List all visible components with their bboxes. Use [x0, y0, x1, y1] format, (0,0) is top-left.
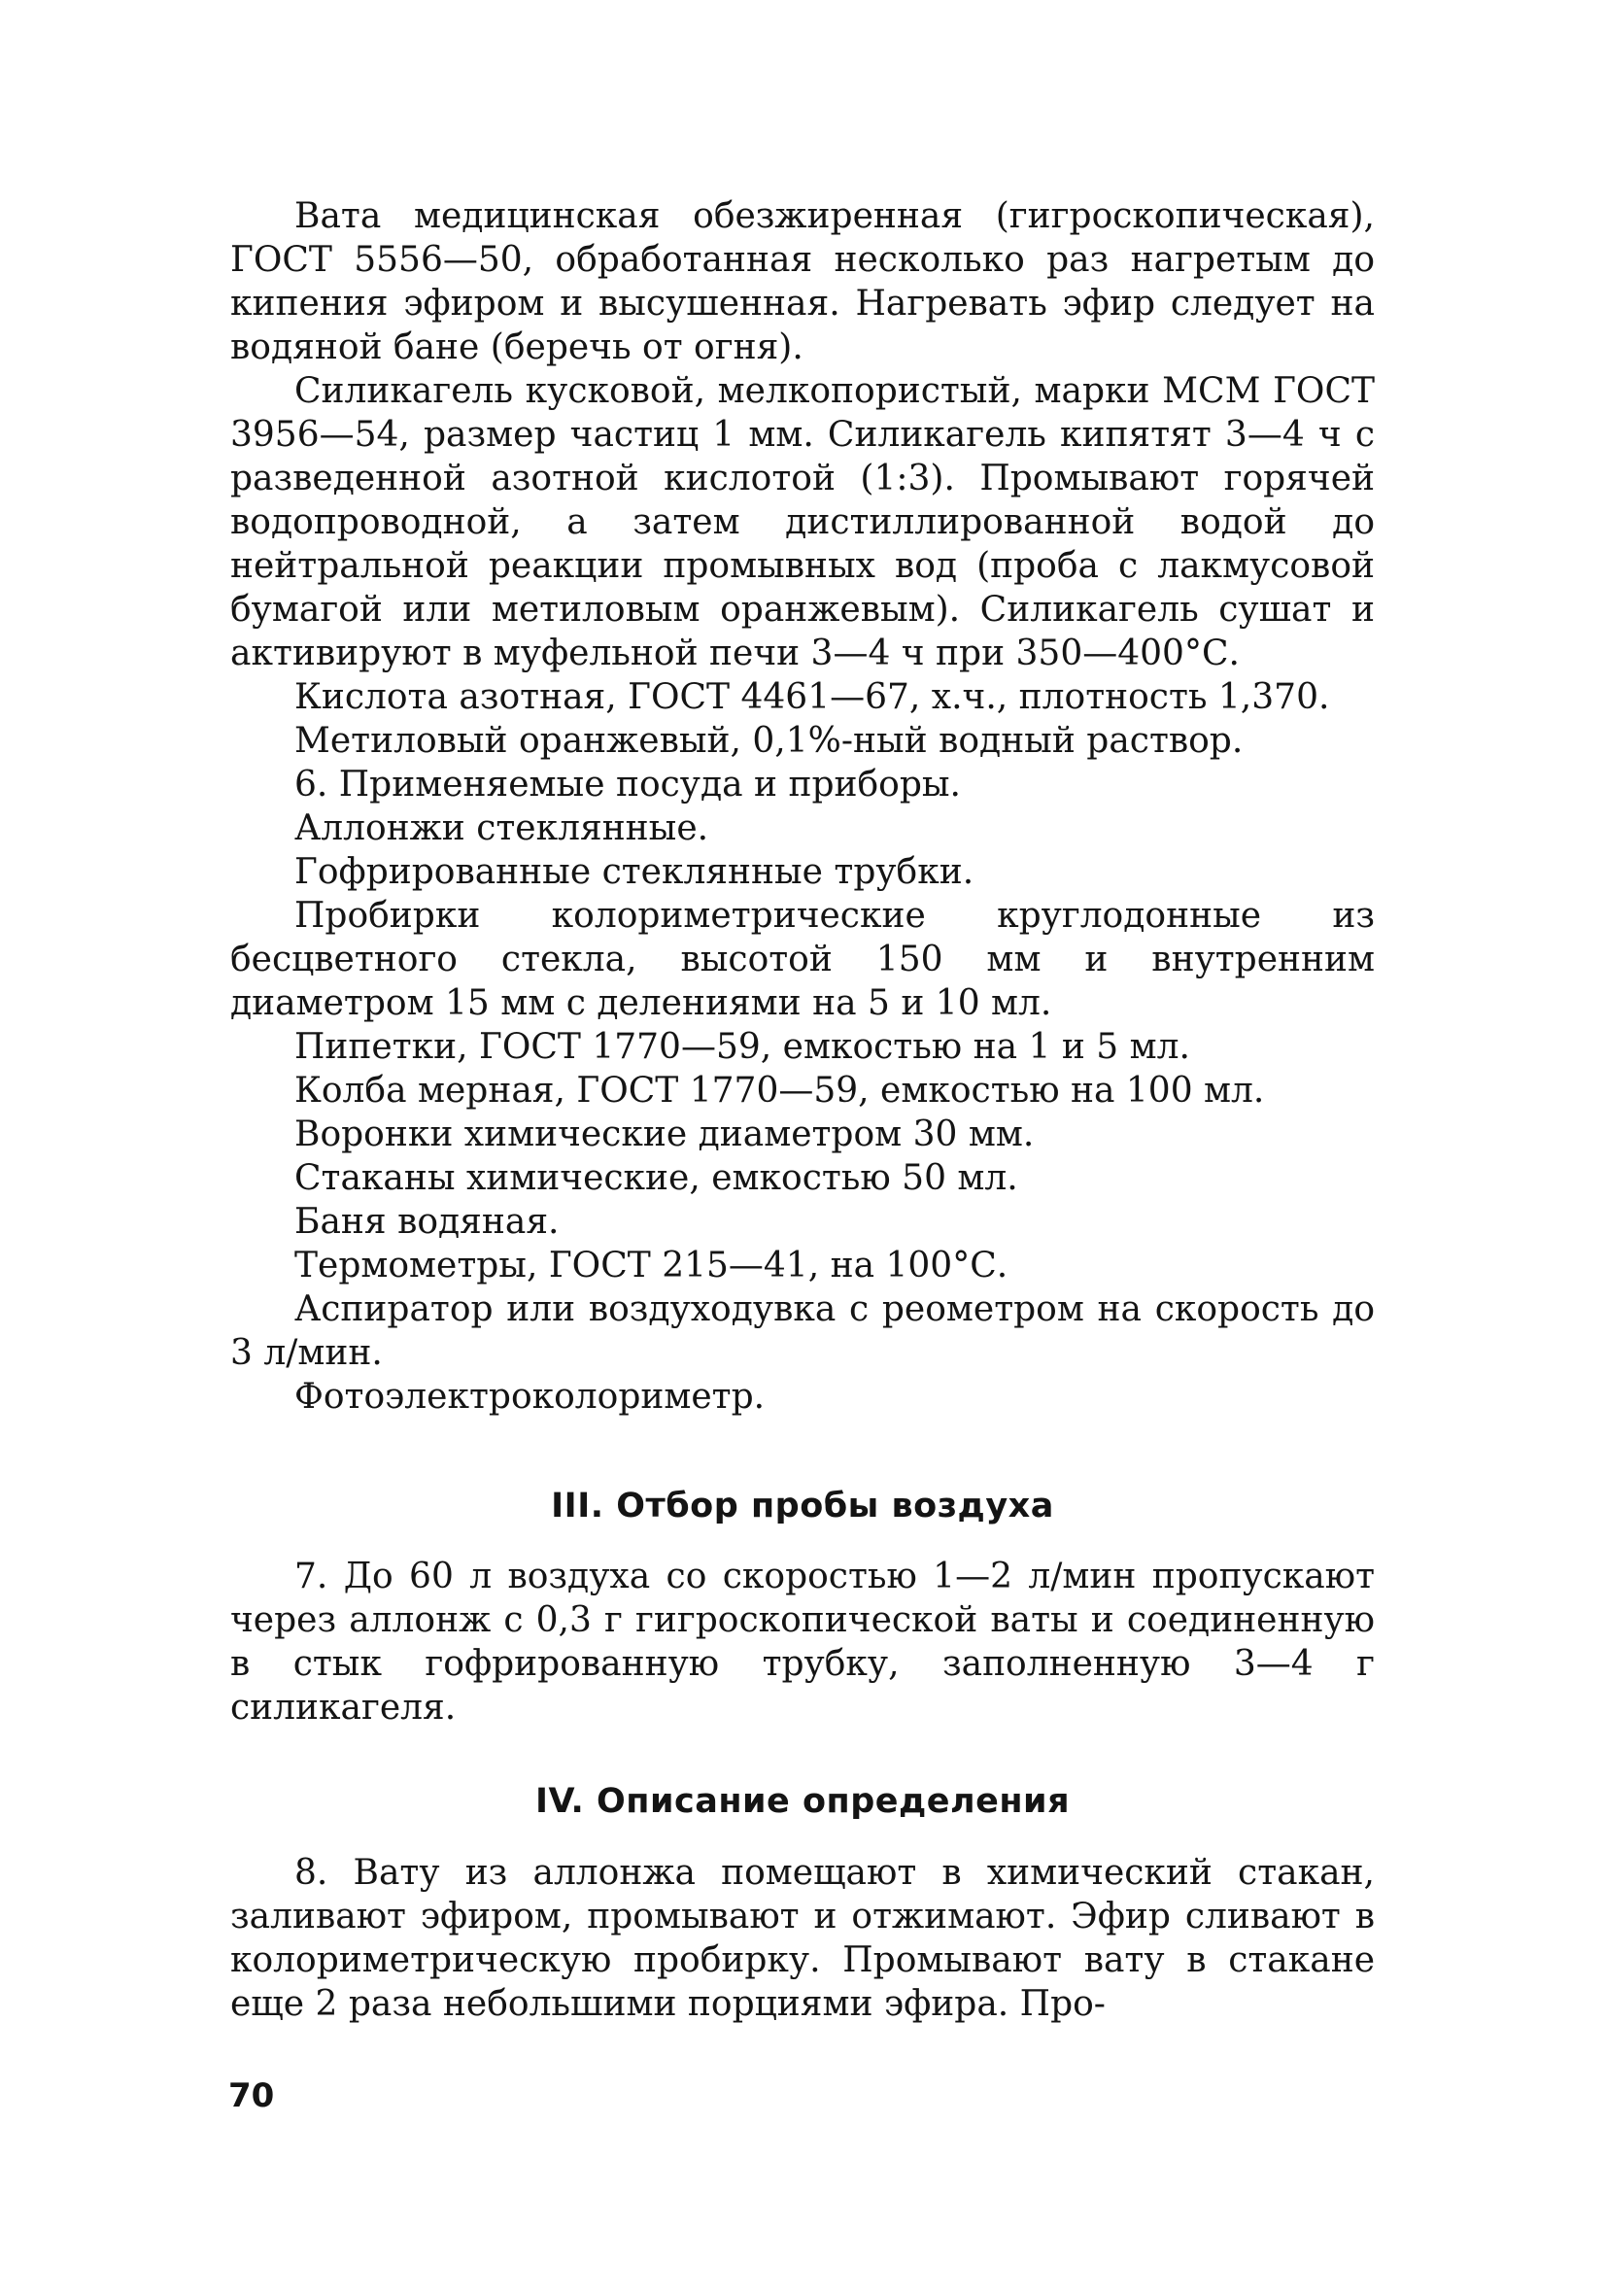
paragraph-8: 8. Вату из аллонжа помещают в химический стакан, заливают эфиром, промывают и отжимают. Эфир сливают в колориметрическую пробирку. Промывают вату в стакане еще 2 раза небольшими порциями эфира. Про- [230, 1853, 1375, 2024]
materials-list [230, 194, 1375, 1419]
item-allonge: Аллонжи стеклянные. [294, 808, 709, 848]
section-3-body [230, 1555, 1375, 1730]
section-4-heading: IV. Описание определения [534, 1782, 1071, 1821]
item-equipment-heading: 6. Применяемые посуда и приборы. [294, 765, 961, 805]
item-aspirator: Аспиратор или воздуходувка с реометром на скорость до 3 л/мин. [230, 1289, 1375, 1373]
item-funnels: Воронки химические диаметром 30 мм. [294, 1114, 1035, 1154]
item-flask: Колба мерная, ГОСТ 1770—59, емкостью на 100 мл. [294, 1071, 1265, 1111]
item-pipettes: Пипетки, ГОСТ 1770—59, емкостью на 1 и 5 мл. [294, 1027, 1190, 1067]
section-3-heading: III. Отбор пробы воздуха [551, 1487, 1054, 1525]
item-thermometers: Термометры, ГОСТ 215—41, на 100°С. [294, 1246, 1008, 1285]
item-beakers: Стаканы химические, емкостью 50 мл. [294, 1158, 1018, 1198]
paragraph-7: 7. До 60 л воздуха со скоростью 1—2 л/мин пропускают через аллонж с 0,3 г гигроскопической ваты и соединенную в стык гофрированную трубку, заполненную 3—4 г силикагеля. [230, 1557, 1375, 1728]
item-methyl-orange: Метиловый оранжевый, 0,1%-ный водный раствор. [294, 721, 1244, 761]
item-test-tubes: Пробирки колориметрические круглодонные из бесцветного стекла, высотой 150 мм и внутренним диаметром 15 мм с делениями на 5 и 10 мл. [230, 896, 1375, 1023]
page-number: 70 [228, 2076, 275, 2115]
item-corrugated-tubes: Гофрированные стеклянные трубки. [294, 852, 974, 892]
paragraph-cotton: Вата медицинская обезжиренная (гигроскопическая), ГОСТ 5556—50, обработанная несколько раз нагретым до кипения эфиром и высушенная. Нагревать эфир следует на водяной бане (беречь от огня). [230, 196, 1375, 367]
item-photocolorimeter: Фотоэлектроколориметр. [294, 1377, 766, 1417]
section-4-body [230, 1851, 1375, 2026]
item-water-bath: Баня водяная. [294, 1202, 560, 1242]
paragraph-silica-gel: Силикагель кусковой, мелкопористый, марки МСМ ГОСТ 3956—54, размер частиц 1 мм. Силикагель кипятят 3—4 ч с разведенной азотной кислотой (1:3). Промывают горячей водопроводной, а затем дистиллированной водой до нейтральной реакции промывных вод (проба с лакмусовой бумагой или метиловым оранжевым). Силикагель сушат и активируют в муфельной печи 3—4 ч при 350—400°С. [230, 371, 1375, 673]
item-nitric-acid: Кислота азотная, ГОСТ 4461—67, х.ч., плотность 1,370. [294, 677, 1330, 717]
